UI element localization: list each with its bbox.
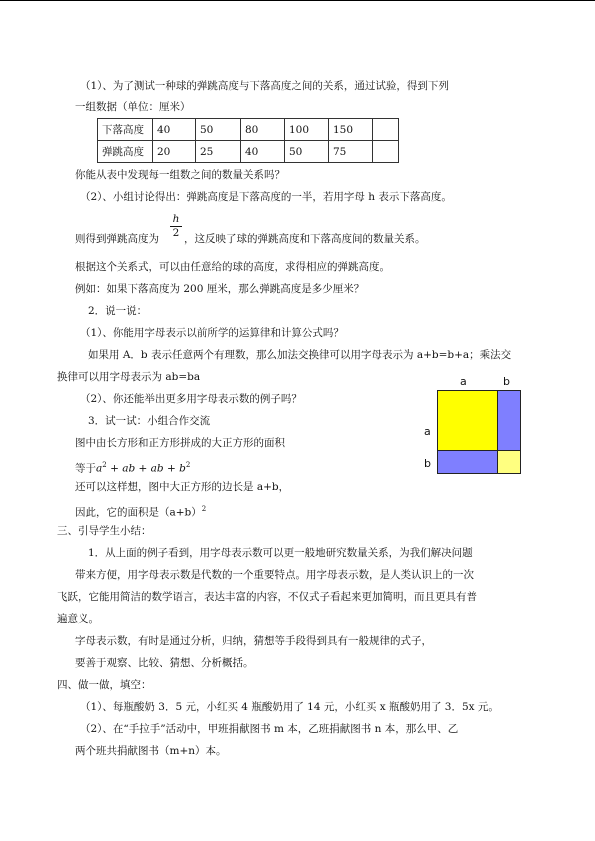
label-left-a: a — [424, 425, 431, 438]
paragraph-14: 图中由长方形和正方形拼成的大正方形的面积 — [75, 437, 285, 449]
table-cell: 80 — [241, 119, 285, 141]
table-row — [98, 119, 399, 141]
paragraph-5-start: 则得到弹跳高度为 — [75, 233, 159, 245]
table-cell: 20 — [153, 141, 196, 163]
formula-sup-2: 2 — [185, 461, 191, 469]
label-top-b: b — [503, 375, 510, 388]
paragraph-23: 字母表示数，有时是通过分析，归纳，猜想等手段得到具有一般规律的式子， — [75, 635, 432, 647]
paragraph-21: 飞跃，它能用简洁的数学语言，表达丰富的内容，不仅式子看起来更加简明，而且更具有普 — [57, 591, 477, 603]
formula-b: b — [179, 462, 186, 475]
table-cell: 50 — [285, 141, 329, 163]
paragraph-5-end: ，这反映了球的弹跳高度和下落高度间的数量关系。 — [184, 233, 426, 245]
paragraph-19: 1．从上面的例子看到，用字母表示数可以更一般地研究数量关系，为我们解决问题 — [88, 547, 473, 559]
table-cell: 50 — [196, 119, 241, 141]
table-cell: 40 — [153, 119, 196, 141]
paragraph-4: （2）、小组讨论得出：弹跳高度是下落高度的一半，若用字母 h 表示下落高度。 — [80, 191, 452, 203]
paragraph-8: 2．说一说： — [88, 305, 148, 317]
paragraph-27: （2）、在“手拉手”活动中，甲班捐献图书 m 本，乙班捐献图书 n 本，那么甲、乙 — [80, 723, 459, 735]
fraction-h-over-2 — [170, 213, 182, 240]
paragraph-9: （1）、你能用字母表示以前所学的运算律和计算公式吗？ — [80, 327, 344, 339]
paragraph-20: 带来方便，用字母表示数是代数的一个重要特点。用字母表示数，是人类认识上的一次 — [75, 569, 474, 581]
top-border-line — [0, 0, 595, 1]
area-sup: 2 — [201, 505, 207, 513]
table-cell — [373, 141, 399, 163]
section-4-heading: 四、做一做，填空： — [57, 679, 152, 691]
fraction-denominator: 2 — [172, 227, 180, 239]
paragraph-1: （1）、为了测试一种球的弹跳高度与下落高度之间的关系，通过试验，得到下列 — [80, 80, 449, 92]
table-cell: 75 — [329, 141, 373, 163]
paragraph-13: 3．试一试：小组合作交流 — [88, 415, 211, 427]
yellow-square-a-squared — [437, 390, 499, 452]
paragraph-12: （2）、你还能举出更多用字母表示数的例子吗？ — [80, 393, 302, 405]
formula-prefix: 等于 — [75, 462, 96, 475]
table-cell: 弹跳高度 — [98, 141, 153, 163]
paragraph-17 — [75, 502, 206, 520]
label-left-b: b — [424, 457, 431, 470]
formula-line — [75, 458, 190, 476]
table-cell: 100 — [285, 119, 329, 141]
table-cell: 25 — [196, 141, 241, 163]
formula-sup-1: 2 — [102, 461, 107, 469]
data-table — [97, 118, 399, 163]
label-top-a: a — [460, 375, 467, 388]
paragraph-24: 要善于观察、比较、猜想、分析概括。 — [75, 657, 254, 669]
table-cell: 40 — [241, 141, 285, 163]
area-text: 因此，它的面积是（a+b） — [75, 506, 202, 519]
paragraph-3: 你能从表中发现每一组数之间的数量关系吗？ — [75, 169, 285, 181]
table-cell: 150 — [329, 119, 373, 141]
paragraph-22: 遍意义。 — [57, 613, 99, 625]
table-cell: 下落高度 — [98, 119, 153, 141]
paragraph-6: 根据这个关系式，可以由任意给的球的高度，求得相应的弹跳高度。 — [75, 261, 390, 273]
paragraph-2: 一组数据（单位：厘米） — [75, 101, 191, 113]
section-3-heading: 三、引导学生小结： — [57, 525, 152, 537]
formula-middle: + ab + ab + — [106, 462, 180, 475]
paragraph-16: 还可以这样想，图中大正方形的边长是 a+b， — [75, 481, 290, 493]
fraction-numerator: h — [170, 213, 182, 227]
paragraph-7: 例如：如果下落高度为 200 厘米，那么弹跳高度是多少厘米？ — [75, 283, 365, 295]
blue-rectangle-right-ab — [497, 390, 521, 452]
small-square-b-squared — [497, 450, 521, 474]
table-cell — [373, 119, 399, 141]
formula-a: a — [96, 462, 103, 475]
table-row — [98, 141, 399, 163]
blue-rectangle-bottom-ab — [437, 450, 499, 474]
paragraph-11: 换律可以用字母表示为 ab=ba — [57, 371, 201, 383]
paragraph-26: （1）、每瓶酸奶 3．5 元，小红买 4 瓶酸奶用了 14 元，小红买 x 瓶酸奶用了 3．5x 元。 — [80, 701, 499, 713]
paragraph-28: 两个班共捐献图书（m+n）本。 — [75, 745, 227, 757]
paragraph-10: 如果用 A．b 表示任意两个有理数，那么加法交换律可以用字母表示为 a+b=b+a；乘法交 — [88, 349, 512, 361]
